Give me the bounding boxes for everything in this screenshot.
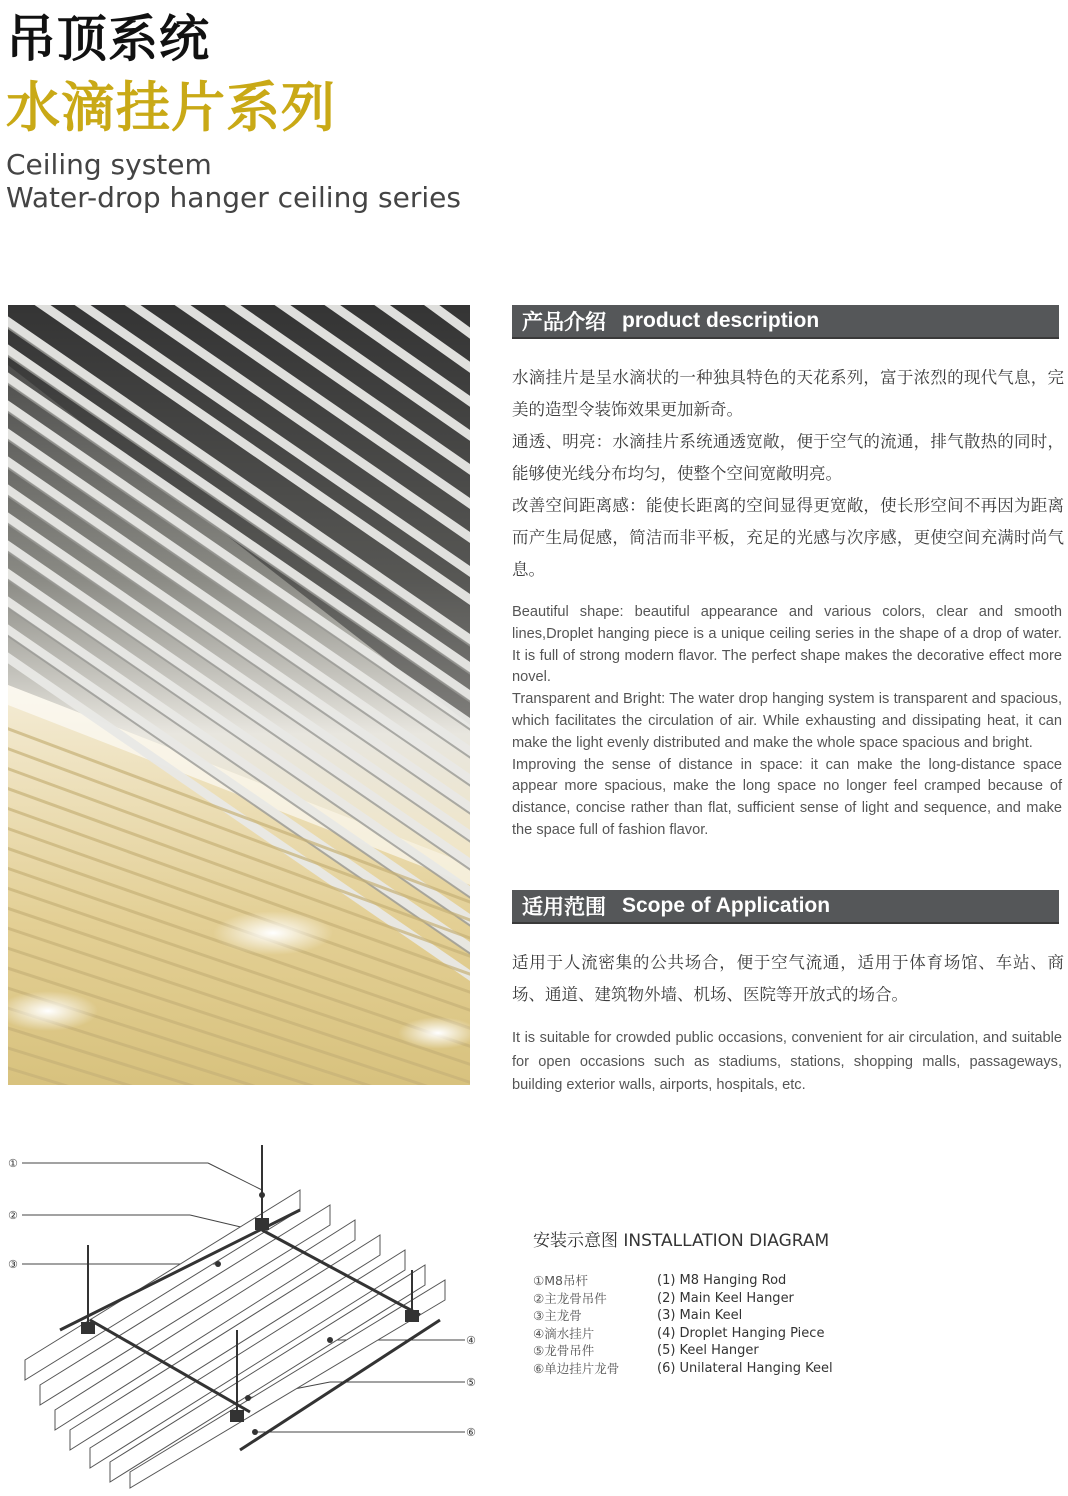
legend-en: (2) Main Keel Hanger	[657, 1290, 794, 1306]
scope-heading-en: Scope of Application	[622, 894, 831, 917]
paragraph-cn-3: 改善空间距离感：能使长距离的空间显得更宽敞，使长形空间不再因为距离而产生局促感，简洁而非平板，充足的光感与次序感，更使空间充满时尚气息。	[512, 496, 1064, 579]
product-description-heading	[512, 305, 1059, 339]
legend-row	[533, 1272, 833, 1290]
callout-4: ④	[466, 1334, 476, 1347]
legend-row	[533, 1290, 833, 1308]
ceiling-photo	[8, 305, 470, 1085]
heading-en: product description	[622, 309, 820, 332]
legend-cn: ①M8吊杆	[533, 1273, 588, 1288]
legend-row	[533, 1342, 833, 1360]
legend-en: (1) M8 Hanging Rod	[657, 1273, 787, 1288]
installation-legend	[533, 1272, 833, 1377]
legend-row	[533, 1325, 833, 1343]
callout-3: ③	[8, 1258, 18, 1271]
paragraph-en-1: Beautiful shape: beautiful appearance and various colors, clear and smooth lines,Droplet hanging piece is a unique ceiling series in the shape of a drop of water. It is full of strong modern flavor. The perfect shape makes the decorative effect more novel.	[512, 604, 1062, 686]
heading-cn: 产品介绍	[522, 310, 606, 334]
legend-en: (6) Unilateral Hanging Keel	[657, 1360, 833, 1376]
callout-2: ②	[8, 1209, 18, 1222]
legend-row	[533, 1360, 833, 1378]
paragraph-cn-2: 通透、明亮：水滴挂片系统通透宽敞，便于空气的流通，排气散热的同时，能够使光线分布均匀，使整个空间宽敞明亮。	[512, 432, 1064, 483]
product-description-en	[512, 602, 1062, 842]
paragraph-cn-1: 水滴挂片是呈水滴状的一种独具特色的天花系列，富于浓烈的现代气息，完美的造型令装饰效果更加新奇。	[512, 368, 1064, 419]
legend-cn: ⑤龙骨吊件	[533, 1343, 595, 1358]
scope-paragraph-cn: 适用于人流密集的公共场合，便于空气流通，适用于体育场馆、车站、商场、通道、建筑物外墙、机场、医院等开放式的场合。	[512, 953, 1064, 1004]
legend-row	[533, 1307, 833, 1325]
legend-cn: ②主龙骨吊件	[533, 1290, 607, 1306]
title-chinese: 吊顶系统	[6, 9, 210, 68]
legend-cn: ⑥单边挂片龙骨	[533, 1360, 620, 1376]
legend-cn: ③主龙骨	[533, 1308, 582, 1323]
paragraph-en-2: Transparent and Bright: The water drop hanging system is transparent and spacious, which facilitates the circulation of air. While exhausting and dissipating heat, it can make the light evenly distributed and make the whole space spacious and bright.	[512, 691, 1062, 751]
legend-en: (3) Main Keel	[657, 1308, 743, 1323]
scope-text-en	[512, 1027, 1062, 1098]
callout-1: ①	[8, 1157, 18, 1170]
callout-5: ⑤	[466, 1376, 476, 1389]
title-english: Ceiling system	[6, 148, 212, 181]
product-description-cn	[512, 362, 1064, 586]
paragraph-en-3: Improving the sense of distance in space: it can make the long-distance space appear more spacious, make the long space no longer feel cramped because of distance, concise rather than flat, sufficient sense of light and sequence, and make the space full of fashion flavor.	[512, 756, 1062, 838]
installation-diagram	[0, 1130, 500, 1490]
subtitle-chinese: 水滴挂片系列	[6, 75, 336, 139]
scope-heading	[512, 890, 1059, 924]
legend-cn: ④滴水挂片	[533, 1325, 595, 1341]
scope-heading-cn: 适用范围	[522, 895, 606, 919]
installation-title: 安装示意图 INSTALLATION DIAGRAM	[533, 1231, 830, 1251]
legend-en: (5) Keel Hanger	[657, 1343, 759, 1358]
subtitle-english: Water-drop hanger ceiling series	[6, 181, 461, 214]
legend-en: (4) Droplet Hanging Piece	[657, 1325, 825, 1341]
scope-paragraph-en: It is suitable for crowded public occasions, convenient for air circulation, and suitable for open occasions such as stadiums, stations, shopping malls, passageways, building exterior walls, airports, hospitals, etc.	[512, 1030, 1062, 1093]
scope-text-cn	[512, 947, 1064, 1011]
callout-6: ⑥	[466, 1426, 476, 1439]
